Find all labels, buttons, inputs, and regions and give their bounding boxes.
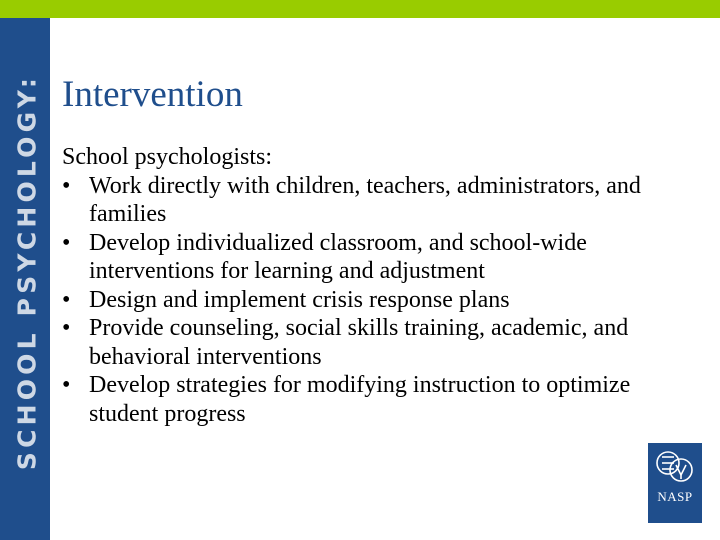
bullet-list — [62, 172, 702, 429]
intro-text: School psychologists: — [62, 144, 273, 170]
top-accent-bar — [0, 0, 720, 18]
bullet-item: • Develop strategies for modifying instruction to optimize student progress — [62, 371, 702, 428]
bullet-item: • Provide counseling, social skills training, academic, and behavioral interventions — [62, 314, 702, 371]
bullet-item: • Develop individualized classroom, and school-wide interventions for learning and adjustment — [62, 229, 702, 286]
slide-title: Intervention — [62, 74, 243, 115]
nasp-logo — [648, 443, 702, 523]
svg-text:NASP: NASP — [657, 489, 693, 504]
bullet-item: • Work directly with children, teachers, administrators, and families — [62, 172, 702, 229]
bullet-item: • Design and implement crisis response plans — [62, 286, 702, 315]
nasp-logo-icon — [648, 443, 702, 523]
slide-content — [62, 143, 702, 428]
side-brand-text: SCHOOL PSYCHOLOGY: — [12, 73, 42, 471]
